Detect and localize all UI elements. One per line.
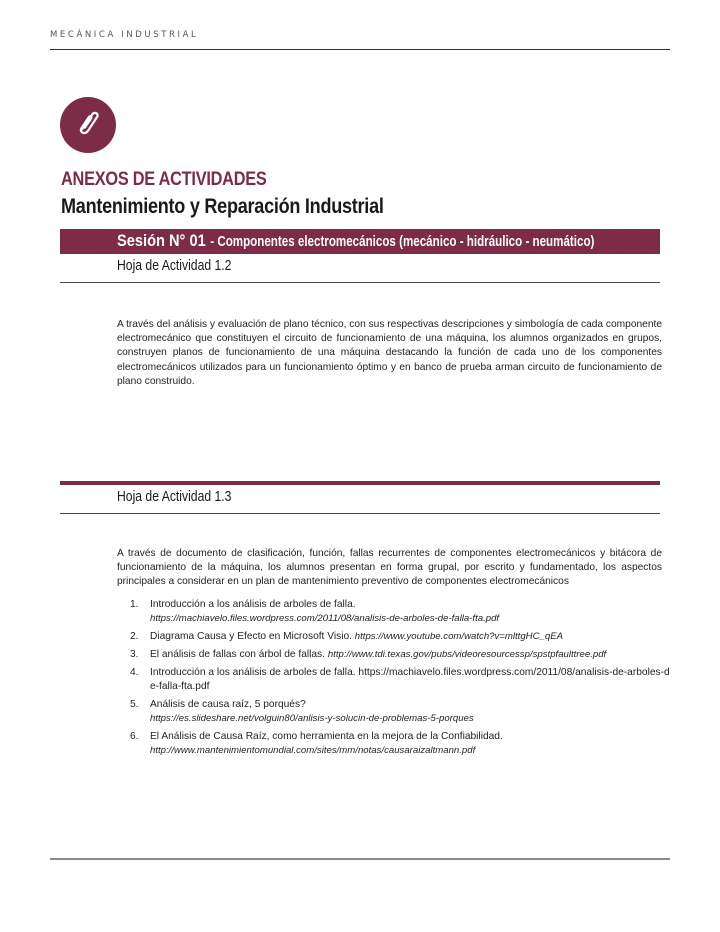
reference-number: 1. bbox=[130, 599, 139, 610]
reference-number: 5. bbox=[130, 699, 139, 710]
activity-title: Hoja de Actividad 1.3 bbox=[117, 489, 232, 505]
paperclip-icon bbox=[71, 106, 105, 145]
reference-item bbox=[130, 648, 670, 662]
reference-item bbox=[130, 630, 670, 644]
reference-text: Diagrama Causa y Efecto en Microsoft Visio. bbox=[150, 631, 355, 642]
reference-list bbox=[130, 598, 670, 762]
reference-text: Introducción a los análisis de arboles de falla. bbox=[150, 667, 359, 678]
header-divider bbox=[50, 49, 670, 50]
activity-divider bbox=[60, 282, 660, 283]
reference-item bbox=[130, 730, 670, 758]
reference-number: 4. bbox=[130, 667, 139, 678]
reference-item bbox=[130, 698, 670, 726]
reference-link[interactable]: https://machiavelo.files.wordpress.com/2011/08/analisis-de-arboles-de-falla-fta.pdf bbox=[150, 667, 670, 692]
reference-number: 6. bbox=[130, 731, 139, 742]
running-header: MECÁNICA INDUSTRIAL bbox=[50, 30, 199, 40]
annex-heading: ANEXOS DE ACTIVIDADES bbox=[61, 169, 267, 190]
reference-item bbox=[130, 598, 670, 626]
session-description-wrap bbox=[207, 234, 594, 250]
reference-number: 3. bbox=[130, 649, 139, 660]
reference-text: Análisis de causa raíz, 5 porqués? bbox=[150, 699, 306, 710]
reference-text: El Análisis de Causa Raíz, como herramienta en la mejora de la Confiabilidad. bbox=[150, 731, 503, 742]
reference-link[interactable]: https://es.slideshare.net/volguin80/anlisis-y-solucin-de-problemas-5-porques bbox=[150, 713, 474, 724]
session-description: Componentes electromecánicos (mecánico - hidráulico - neumático) bbox=[217, 234, 595, 250]
annex-badge bbox=[60, 97, 116, 153]
reference-text: Introducción a los análisis de arboles de falla. bbox=[150, 599, 356, 610]
reference-item bbox=[130, 666, 670, 694]
reference-text: El análisis de fallas con árbol de fallas. bbox=[150, 649, 328, 660]
reference-link[interactable]: https://www.youtube.com/watch?v=mlttgHC_qEA bbox=[354, 631, 564, 642]
reference-link[interactable]: https://machiavelo.files.wordpress.com/2011/08/analisis-de-arboles-de-falla-fta.pdf bbox=[150, 613, 500, 624]
course-title: Mantenimiento y Reparación Industrial bbox=[61, 195, 384, 218]
reference-link[interactable]: http://www.mantenimientomundial.com/sites/mm/notas/causaraizaltmann.pdf bbox=[150, 745, 476, 756]
reference-number: 2. bbox=[130, 631, 139, 642]
activity-description: A través del análisis y evaluación de plano técnico, con sus respectivas descripciones y simbología de cada componente electromecánico que constituyen el circuito de funcionamiento de una máquina, los alumnos organizados en grupos, construyen planos de funcionamiento de una máquina destacando la función de cada uno de los componentes electromecánicos utilizados para un funcionamiento óptimo y en banco de prueba arman circuito de funcionamiento de plano construido. bbox=[117, 319, 662, 387]
session-banner bbox=[60, 229, 660, 254]
session-number: Sesión N° 01 bbox=[117, 231, 206, 250]
section-divider bbox=[60, 481, 660, 485]
activity-description: A través de documento de clasificación, función, fallas recurrentes de componentes electromecánicos y bitácora de funcionamiento de la máquina, los alumnos presentan en forma grupal, por escrito y fundamentado, los aspectos principales a considerar en un plan de mantenimiento preventivo de componentes electromecánicos bbox=[117, 548, 662, 588]
reference-link[interactable]: http://www.tdi.texas.gov/pubs/videoresourcessp/spstpfaulttree.pdf bbox=[327, 649, 607, 660]
activity-title: Hoja de Actividad 1.2 bbox=[117, 258, 232, 274]
activity-divider bbox=[60, 513, 660, 514]
footer-divider bbox=[50, 858, 670, 860]
session-separator: - bbox=[207, 234, 218, 250]
